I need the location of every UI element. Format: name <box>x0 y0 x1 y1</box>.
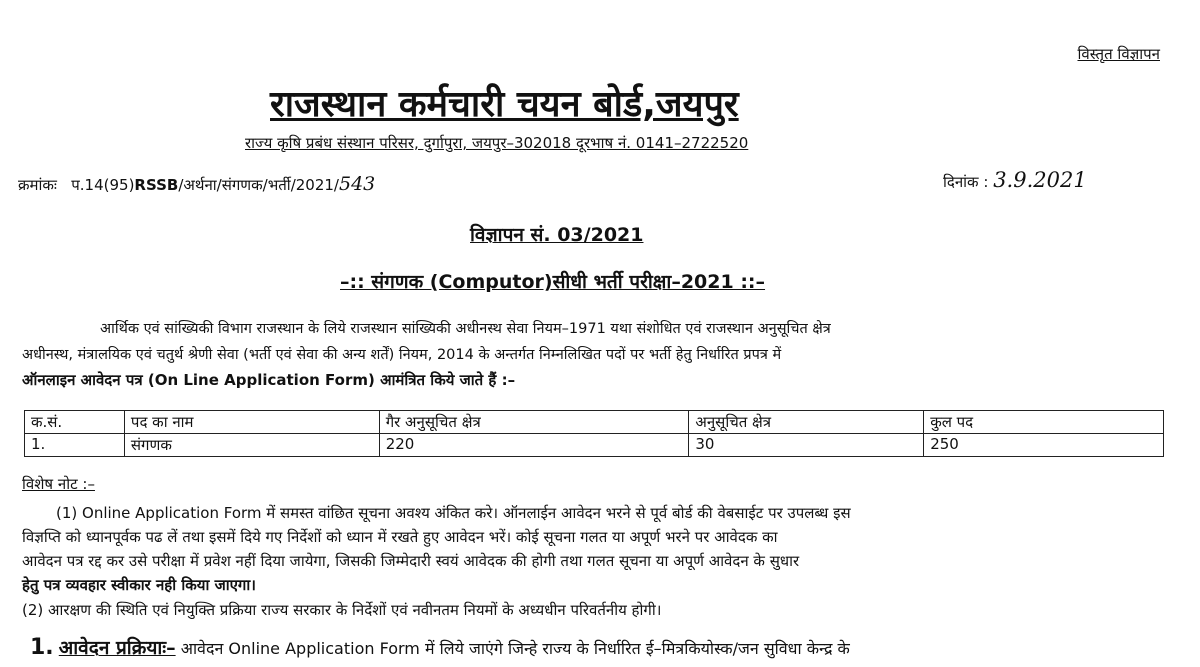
advertisement-number: विज्ञापन सं. 03/2021 <box>470 224 644 246</box>
table-header-row <box>25 411 1164 434</box>
cell-total-posts: 250 <box>924 434 1164 457</box>
header-post-name: पद का नाम <box>124 411 379 434</box>
section-1-heading: आवेदन प्रक्रियाः– <box>58 637 176 659</box>
cell-post-name: संगणक <box>124 434 379 457</box>
cell-serial: 1. <box>25 434 125 457</box>
intro-line-3: ऑनलाइन आवेदन पत्र (On Line Application Form) आमंत्रित किये जाते हैं :– <box>22 371 516 389</box>
note-2: (2) आरक्षण की स्थिति एवं नियुक्ति प्रक्रिया राज्य सरकार के निर्देशों एवं नवीनतम नियमों के अध्यधीन परिवर्तनीय होगी। <box>22 601 662 619</box>
header-scheduled-area: अनुसूचित क्षेत्र <box>689 411 924 434</box>
table-row <box>25 434 1164 457</box>
intro-line-1: आर्थिक एवं सांख्यिकी विभाग राजस्थान के लिये राजस्थान सांख्यिकी अधीनस्थ सेवा नियम–1971 यथा संशोधित एवं राजस्थान अनुसूचित क्षेत्र <box>100 321 831 337</box>
exam-title: –:: संगणक (Computor)सीधी भर्ती परीक्षा–2021 ::– <box>340 271 766 293</box>
header-serial: क.सं. <box>25 411 125 434</box>
reference-board: RSSB <box>134 176 179 194</box>
section-1-text: आवेदन Online Application Form में लिये जाएंगे जिन्हे राज्य के निर्धारित ई–मित्रकियोस्क/जन सुविधा केन्द्र के <box>180 639 850 658</box>
section-1 <box>30 634 850 660</box>
reference-line <box>18 173 375 195</box>
organization-title: राजस्थान कर्मचारी चयन बोर्ड,जयपुर <box>270 84 739 125</box>
special-note-heading: विशेष नोट :– <box>22 475 95 493</box>
note-1-line-3: आवेदन पत्र रद्द कर उसे परीक्षा में प्रवेश नहीं दिया जायेगा, जिसकी जिम्मेदारी स्वयं आवेदक की होगी तथा गलत सूचना या अपूर्ण आवेदन के सुधार <box>22 552 800 570</box>
detailed-advertisement-label: विस्तृत विज्ञापन <box>1077 45 1160 63</box>
reference-prefix: प.14(95) <box>71 176 135 194</box>
date-line <box>943 168 1087 192</box>
date-value: 3.9.2021 <box>993 168 1087 192</box>
header-non-scheduled-area: गैर अनुसूचित क्षेत्र <box>379 411 689 434</box>
note-1-line-1: (1) Online Application Form में समस्त वांछित सूचना अवश्य अंकित करे। ऑनलाईन आवेदन भरने से पूर्व बोर्ड की वेबसाईट पर उपलब्ध इस <box>56 504 851 522</box>
date-label: दिनांक : <box>943 173 989 191</box>
cell-scheduled-area: 30 <box>689 434 924 457</box>
intro-line-2: अधीनस्थ, मंत्रालयिक एवं चतुर्थ श्रेणी सेवा (भर्ती एवं सेवा की अन्य शर्तें) नियम, 2014 के अन्तर्गत निम्नलिखित पदों पर भर्ती हेतु निर्धारित प्रपत्र में <box>22 347 782 363</box>
posts-table <box>24 410 1164 457</box>
section-1-number: 1. <box>30 635 54 660</box>
note-1-line-4: हेतु पत्र व्यवहार स्वीकार नही किया जाएगा। <box>22 576 256 594</box>
organization-address: राज्य कृषि प्रबंध संस्थान परिसर, दुर्गापुरा, जयपुर–302018 दूरभाष नं. 0141–2722520 <box>245 134 749 152</box>
reference-path: /अर्थना/संगणक/भर्ती/2021/ <box>178 176 339 194</box>
note-1-line-2: विज्ञप्ति को ध्यानपूर्वक पढ लें तथा इसमें दिये गए निर्देशों को ध्यान में रखते हुए आवेदन भरें। कोई सूचना गलत या अपूर्ण भरने पर आवेदक का <box>22 528 778 546</box>
reference-number: 543 <box>338 173 376 195</box>
header-total-posts: कुल पद <box>924 411 1164 434</box>
cell-non-scheduled-area: 220 <box>379 434 689 457</box>
reference-label: क्रमांकः <box>18 176 57 194</box>
